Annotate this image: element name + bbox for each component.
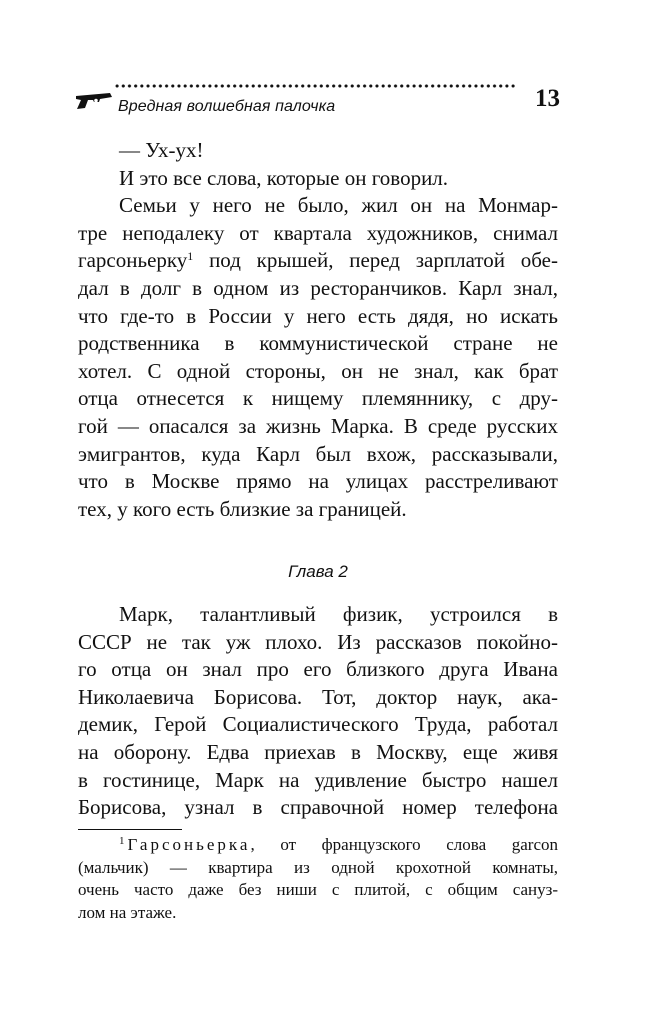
- footnote-line: очень часто даже без ниши с плитой, с общим сануз-: [78, 880, 558, 899]
- footnote-term: Гарсоньерка: [127, 835, 251, 854]
- running-title: Вредная волшебная палочка: [118, 98, 336, 115]
- footnote-line: лом на этаже.: [78, 902, 177, 922]
- text-line: Семьи у него не было, жил он на Монмар-: [119, 193, 558, 218]
- text-line: родственника в коммунистической стране не: [78, 331, 558, 356]
- text-line: Марк, талантливый физик, устроился в: [119, 602, 558, 626]
- text-line: — Ух-ух!: [119, 138, 204, 162]
- text-line: го отца он знал про его близкого друга Ивана: [78, 657, 558, 682]
- text-line: И это все слова, которые он говорил.: [119, 165, 449, 190]
- text-line: тех, у кого есть близкие за границей.: [78, 496, 407, 521]
- text-line: демик, Герой Социалистического Труда, работал: [78, 712, 558, 737]
- chapter-heading: Глава 2: [288, 562, 348, 581]
- text-line: хотел. С одной стороны, он не знал, как брат: [78, 358, 558, 383]
- text-line: что где-то в России у него есть дядя, но искать: [78, 303, 558, 328]
- text-line: что в Москве прямо на улицах расстреливают: [78, 469, 558, 494]
- text-fragment: под крышей, перед зарплатой обе-: [193, 248, 558, 273]
- footnote-number: 1: [119, 835, 125, 847]
- text-line-with-footnote-ref: [78, 247, 558, 275]
- text-line: эмигрантов, куда Карл был вхож, рассказывали,: [78, 441, 558, 466]
- text-line: отца отнесется к нищему племяннику, с дру-: [78, 386, 558, 411]
- text-fragment: гарсоньерку: [78, 248, 188, 273]
- text-line: СССР не так уж плохо. Из рассказов покойно-: [78, 629, 558, 654]
- text-line: Борисова, узнал в справочной номер телефона: [78, 795, 558, 820]
- header-dotted-rule: [114, 84, 516, 88]
- text-line: тре неподалеку от квартала художников, снимал: [78, 220, 558, 245]
- footnote-reference[interactable]: 1: [187, 249, 194, 264]
- text-line: дал в долг в одном из ресторанчиков. Карл знал,: [78, 275, 558, 300]
- footnote: [78, 834, 558, 924]
- pistol-icon: [74, 88, 114, 110]
- footnote-line: [78, 834, 558, 857]
- body-text-after: [78, 601, 558, 822]
- footnote-text: , от французского слова garcon: [250, 835, 558, 854]
- body-text-before: [78, 137, 558, 523]
- text-line: в гостинице, Марк на удивление быстро нашел: [78, 767, 558, 792]
- page-number: 13: [535, 85, 560, 112]
- text-line: гой — опасался за жизнь Марка. В среде русских: [78, 413, 558, 438]
- footnote-line: (мальчик) — квартира из одной крохотной комнаты,: [78, 857, 558, 877]
- text-line: на оборону. Едва приехав в Москву, еще живя: [78, 739, 558, 764]
- footnote-separator: [78, 829, 182, 830]
- text-line: Николаевича Борисова. Тот, доктор наук, ака-: [78, 684, 558, 709]
- running-header: [74, 78, 560, 122]
